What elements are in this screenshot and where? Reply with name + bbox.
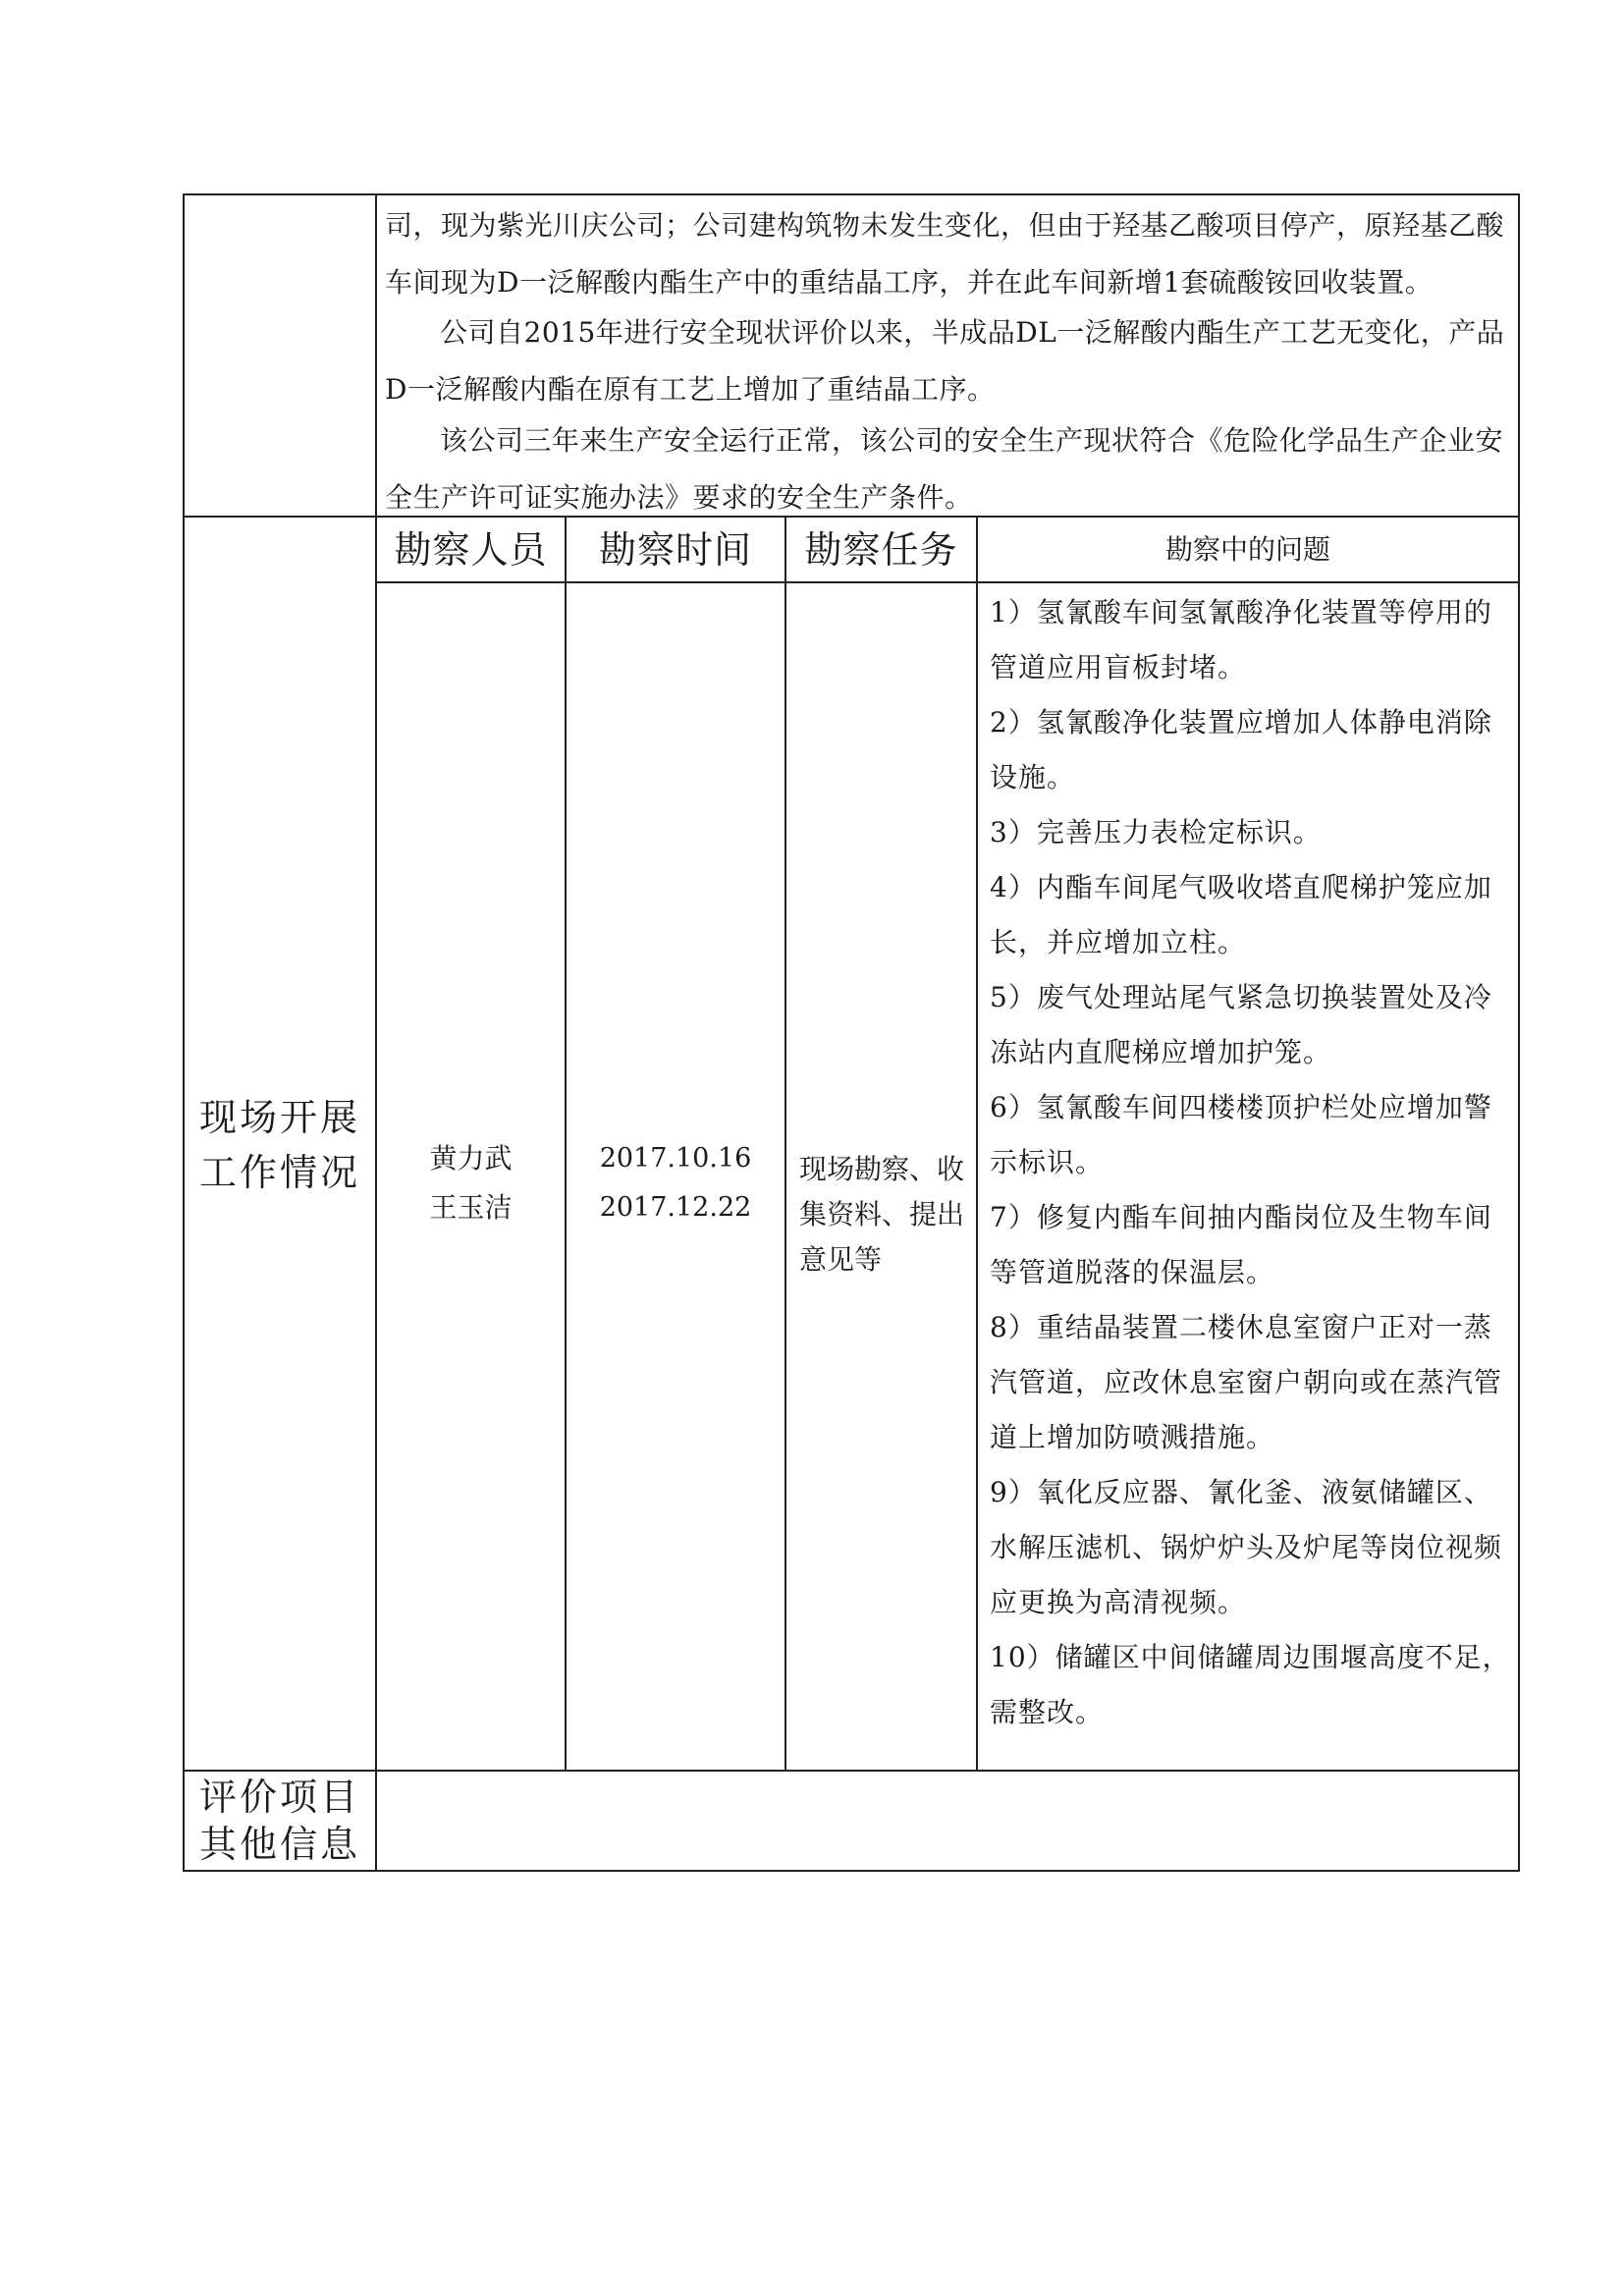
other-info-label-line1: 评价项目: [198, 1776, 360, 1819]
header-row-divider: [375, 581, 1520, 583]
header-time: 勘察时间: [598, 528, 752, 572]
other-info-label-line2: 其他信息: [198, 1823, 360, 1866]
task-cell: 现场勘察、收集资料、提出意见等: [799, 1153, 965, 1276]
paragraph-1: 司，现为紫光川庆公司；公司建构筑物未发生变化，但由于羟基乙酸项目停产，原羟基乙酸车间现为D一泛解酸内酯生产中的重结晶工序，并在此车间新增1套硫酸铵回收装置。: [385, 209, 1505, 299]
site-work-label: [185, 1090, 375, 1200]
header-personnel: 勘察人员: [394, 528, 548, 572]
dates-cell: [567, 1134, 784, 1232]
survey-date-2: 2017.12.22: [599, 1192, 752, 1223]
issue-item: 3）完善压力表检定标识。: [990, 816, 1322, 848]
issue-item: 5）废气处理站尾气紧急切换装置处及冷冻站内直爬梯应增加护笼。: [990, 981, 1492, 1068]
issue-item: 8）重结晶装置二楼休息室窗户正对一蒸汽管道，应改休息室窗户朝向或在蒸汽管道上增加防喷溅措施。: [990, 1311, 1503, 1453]
issue-item: 4）内酯车间尾气吸收塔直爬梯护笼应加长，并应增加立柱。: [990, 871, 1492, 958]
personnel-name-2: 王玉洁: [429, 1191, 513, 1224]
other-info-label: [185, 1774, 375, 1868]
issue-item: 2）氢氰酸净化装置应增加人体静电消除设施。: [990, 706, 1492, 793]
issues-list: [990, 585, 1512, 1740]
column-divider-b: [784, 516, 786, 1772]
issue-item: 10）储罐区中间储罐周边围堰高度不足，需整改。: [990, 1641, 1511, 1728]
header-issues: 勘察中的问题: [1164, 533, 1330, 566]
column-divider-c: [976, 516, 978, 1772]
issue-item: 6）氢氰酸车间四楼楼顶护栏处应增加警示标识。: [990, 1091, 1492, 1178]
table-border-right: [1518, 193, 1520, 1872]
paragraph-2: 公司自2015年进行安全现状评价以来，半成品DL一泛解酸内酯生产工艺无变化，产品D一泛解酸内酯在原有工艺上增加了重结晶工序。: [385, 316, 1505, 406]
issue-item: 1）氢氰酸车间氢氰酸净化装置等停用的管道应用盲板封堵。: [990, 596, 1492, 683]
site-work-label-line2: 工作情况: [198, 1151, 360, 1194]
survey-date-1: 2017.10.16: [599, 1143, 752, 1174]
personnel-cell: [377, 1134, 565, 1232]
table-border-top: [183, 193, 1520, 195]
label-column-divider: [375, 193, 377, 1872]
row-divider-2: [183, 1770, 1520, 1772]
paragraph-3: 该公司三年来生产安全运行正常，该公司的安全生产现状符合《危险化学品生产企业安全生产许可证实施办法》要求的安全生产条件。: [385, 424, 1504, 514]
personnel-name-1: 黄力武: [429, 1142, 513, 1175]
site-work-label-line1: 现场开展: [198, 1096, 360, 1139]
table-border-bottom: [183, 1870, 1520, 1872]
header-task: 勘察任务: [804, 528, 958, 572]
issue-item: 7）修复内酯车间抽内酯岗位及生物车间等管道脱落的保温层。: [990, 1201, 1492, 1288]
issue-item: 9）氧化反应器、氰化釜、液氨储罐区、水解压滤机、锅炉炉头及炉尾等岗位视频应更换为高清视频。: [990, 1476, 1503, 1618]
table-border-left: [183, 193, 185, 1872]
